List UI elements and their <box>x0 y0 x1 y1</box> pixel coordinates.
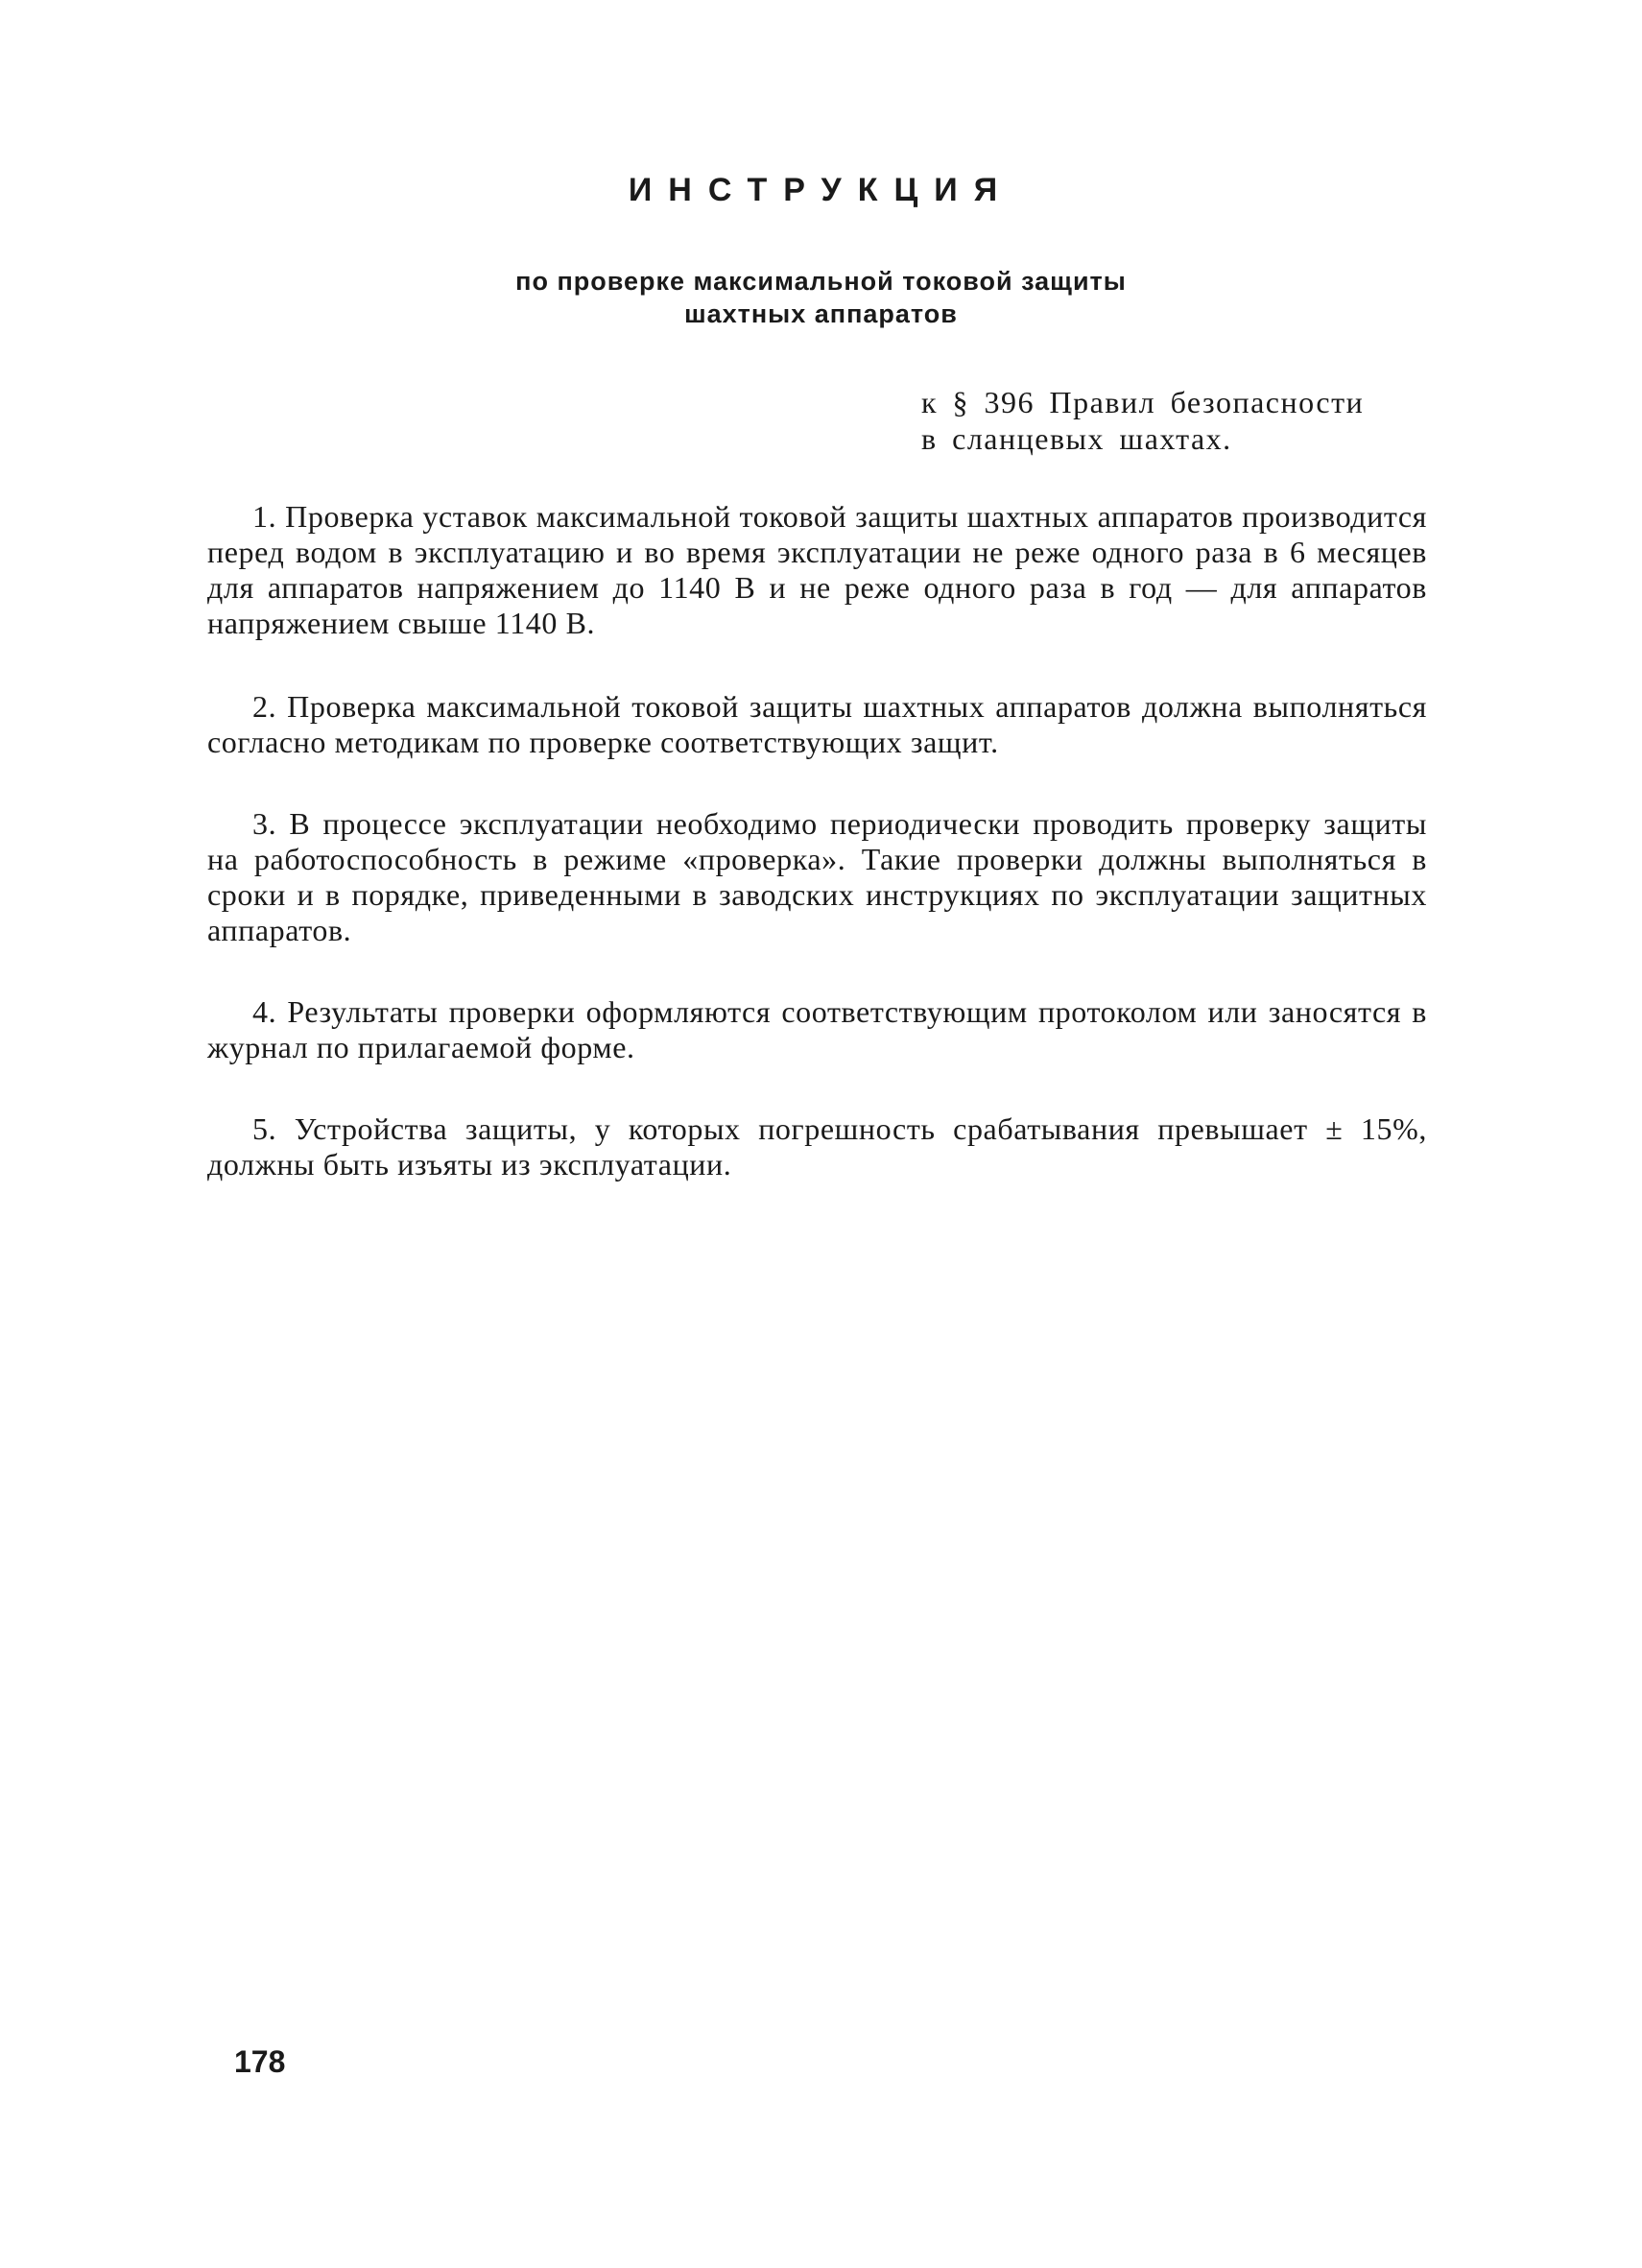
subtitle-line: шахтных аппаратов <box>684 299 958 328</box>
document-title: ИНСТРУКЦИЯ <box>628 172 1014 208</box>
reference-line: к § 396 Правил безопасности <box>921 385 1365 419</box>
rules-reference <box>921 384 1364 457</box>
document-subtitle <box>0 265 1642 330</box>
subtitle-line: по проверке максимальной токовой защиты <box>515 267 1127 296</box>
instruction-paragraph-4: 4. Результаты проверки оформляются соответствующим протоколом или заносятся в журнал по прилагаемой форме. <box>207 994 1427 1064</box>
reference-line: в сланцевых шахтах. <box>921 421 1232 456</box>
instruction-paragraph-3: 3. В процессе эксплуатации необходимо периодически проводить проверку защиты на работоспособность в режиме «проверка». Такие проверки должны выполняться в сроки и в порядке, приведенными в заводских инструкциях по эксплуатации защитных аппаратов. <box>207 806 1427 947</box>
instruction-paragraph-5: 5. Устройства защиты, у которых погрешность срабатывания превышает ± 15%, должны быть изъяты из эксплуатации. <box>207 1111 1427 1182</box>
instruction-paragraph-1: 1. Проверка уставок максимальной токовой защиты шахтных аппаратов производится перед водом в эксплуатацию и во время эксплуатации не реже одного раза в 6 месяцев для аппаратов напряжением до 1140 В и не реже одного раза в год — для аппаратов напряжением свыше 1140 В. <box>207 499 1427 640</box>
instruction-body <box>207 499 1427 1182</box>
page-number: 178 <box>234 2044 286 2079</box>
instruction-paragraph-2: 2. Проверка максимальной токовой защиты шахтных аппаратов должна выполняться согласно методикам по проверке соответствующих защит. <box>207 689 1427 759</box>
